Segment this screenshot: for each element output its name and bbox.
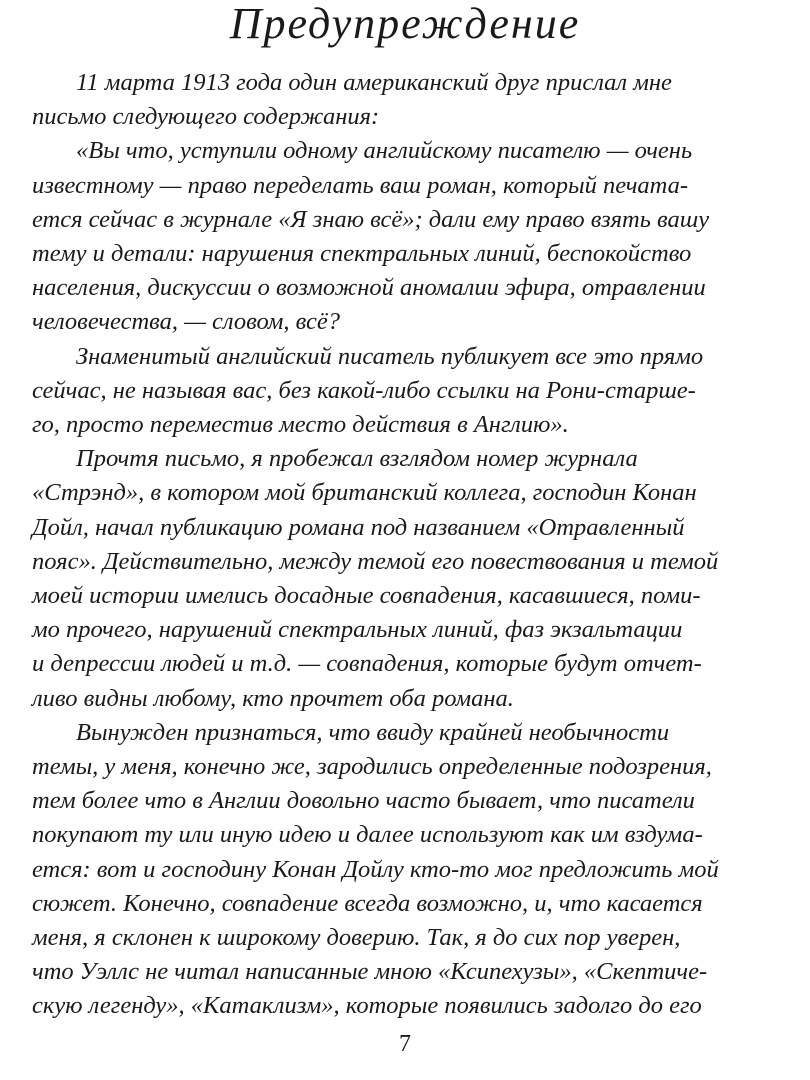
text-line: «Вы что, уступили одному английскому писателю — очень	[76, 137, 693, 165]
text-line: ется сейчас в журнале «Я знаю всё»; дали ему право взять вашу	[32, 205, 710, 233]
text-line: мо прочего, нарушений спектральных линий, фаз экзальтации	[32, 616, 683, 644]
text-line: темы, у меня, конечно же, зародились определенные подозрения,	[32, 753, 712, 781]
text-line: сюжет. Конечно, совпадение всегда возможно, и, что касается	[32, 889, 703, 917]
text-line: ливо видны любому, кто прочтет оба романа.	[32, 684, 514, 712]
text-line: тему и детали: нарушения спектральных линий, беспокойство	[32, 240, 692, 268]
text-line: пояс». Действительно, между темой его повествования и темой	[32, 547, 719, 575]
text-line: Прочтя письмо, я пробежал взглядом номер журнала	[76, 445, 638, 473]
text-line: сейчас, не называя вас, без какой-либо ссылки на Рони-старше-	[32, 376, 696, 404]
text-line: письмо следующего содержания:	[32, 103, 380, 131]
text-line: ется: вот и господину Конан Дойлу кто-то мог предложить мой	[32, 855, 719, 883]
text-line: тем более что в Англии довольно часто бывает, что писатели	[32, 787, 695, 815]
text-line: Вынужден признаться, что ввиду крайней необычности	[76, 718, 670, 746]
text-line: населения, дискуссии о возможной аномалии эфира, отравлении	[32, 274, 706, 302]
page-number: 7	[399, 1031, 411, 1057]
text-line: что Уэллс не читал написанные мною «Ксипехузы», «Скептиче-	[32, 958, 708, 986]
text-line: известному — право переделать ваш роман, который печата-	[32, 171, 689, 199]
text-line: «Стрэнд», в котором мой британский коллега, господин Конан	[32, 479, 697, 507]
text-line: 11 марта 1913 года один американский друг прислал мне	[76, 69, 672, 96]
text-line: Дойл, начал публикацию романа под названием «Отравленный	[32, 513, 685, 541]
text-line: меня, я склонен к широкому доверию. Так, я до сих пор уверен,	[32, 924, 681, 952]
page-title: Предупреждение	[229, 0, 581, 48]
text-line: скую легенду», «Катаклизм», которые появились задолго до его	[32, 992, 702, 1020]
text-line: моей истории имелись досадные совпадения, касавшиеся, поми-	[32, 582, 701, 610]
text-line: покупают ту или иную идею и далее используют как им вздума-	[32, 821, 703, 849]
paragraph	[32, 134, 780, 339]
body-text	[32, 66, 780, 1024]
text-line: го, просто переместив место действия в Англию».	[32, 411, 569, 439]
paragraph	[32, 716, 780, 1024]
paragraph	[32, 66, 780, 134]
text-line: Знаменитый английский писатель публикует все это прямо	[76, 342, 704, 370]
paragraph	[32, 340, 780, 443]
text-line: человечества, — словом, всё?	[32, 308, 340, 336]
paragraph	[32, 442, 780, 716]
text-line: и депрессии людей и т.д. — совпадения, которые будут отчет-	[32, 650, 702, 678]
